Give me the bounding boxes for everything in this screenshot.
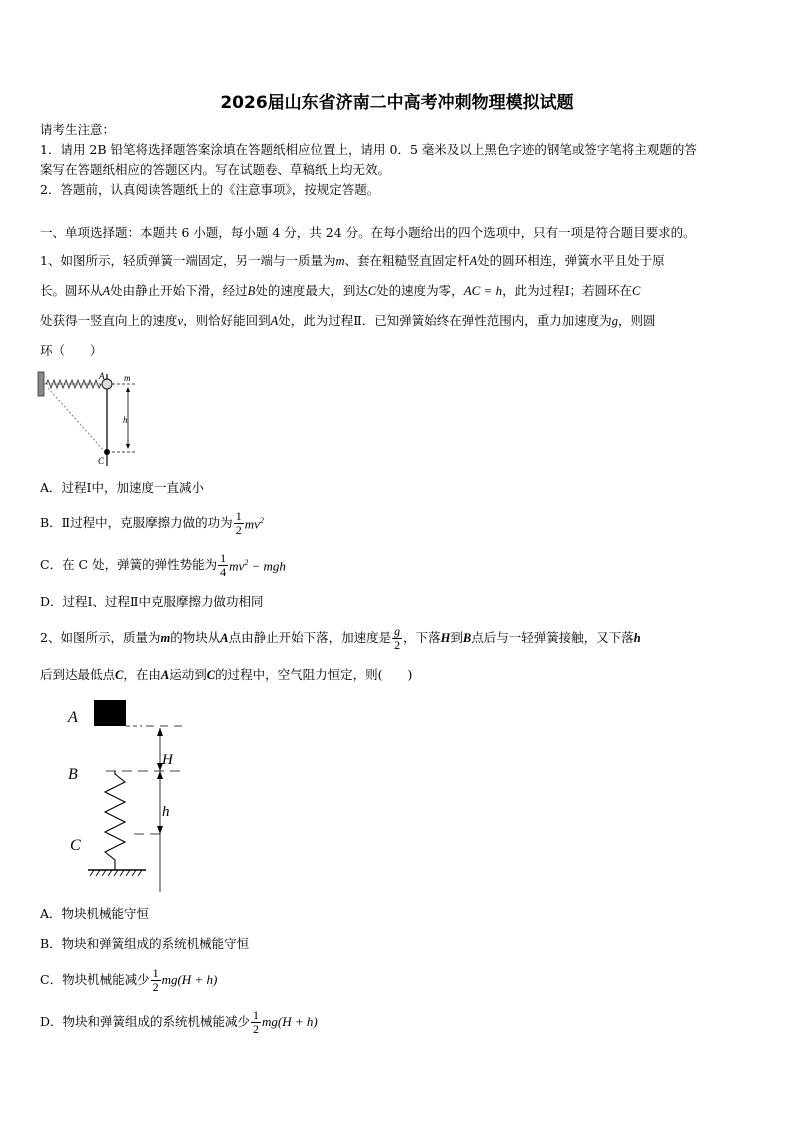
q2-figure-label-h: h: [162, 804, 170, 820]
notice-heading: 请考生注意：: [40, 122, 116, 137]
q1-line-1: 1、如图所示，轻质弹簧一端固定，另一端与一质量为m、套在粗糙竖直固定杆A处的圆环相连，弹簧水平且处于原: [40, 253, 665, 268]
q2-line-1: 2、如图所示，质量为 m 的物块从 A 点由静止开始下落，加速度是 $\frac{g}{2}$ ，下落 H 到 B 点后与一轻弹簧接触，又下落 h: [40, 623, 641, 652]
q1-figure-label-A: A: [99, 371, 105, 381]
q2-block-spring-figure: [62, 694, 202, 894]
q2-line-2: 后到达最低点C，在由A运动到C的过程中，空气阻力恒定，则( ): [40, 667, 413, 682]
page-title: 2026届山东省济南二中高考冲刺物理模拟试题: [220, 93, 574, 113]
notice-item-1-line-1: 1．请用 2B 铅笔将选择题答案涂填在答题纸相应位置上，请用 0．5 毫米及以上黑色字迹的钢笔或签字笔将主观题的答: [40, 142, 697, 157]
notice-item-1-line-2: 案写在答题纸相应的答题区内。写在试题卷、草稿纸上均无效。: [40, 162, 391, 177]
q2-figure-label-H: H: [162, 752, 173, 768]
q1-figure-label-C: C: [98, 456, 105, 466]
q1-figure-label-h: h: [123, 415, 128, 425]
q1-line-2: 长。圆环从A处由静止开始下滑，经过B处的速度最大，到达C处的速度为零，AC = h，此为过程Ⅰ；若圆环在C: [40, 283, 641, 298]
q2-option-c: C．物块机械能减少 $\frac{1}{2}$ mg(H + h): [40, 965, 218, 994]
q2-option-a: A．物块机械能守恒: [40, 906, 150, 921]
notice-item-2: 2．答题前，认真阅读答题纸上的《注意事项》，按规定答题。: [40, 182, 380, 197]
q2-figure-label-A: A: [68, 709, 78, 726]
q1-line-4: 环（ ）: [40, 343, 103, 358]
q1-option-c: C．在 C 处，弹簧的弹性势能为 $\frac{1}{4}$ $mv^2$ − mgh: [40, 550, 286, 579]
q1-line-3: 处获得一竖直向上的速度v，则恰好能回到A处，此为过程Ⅱ．已知弹簧始终在弹性范围内，重力加速度为g，则圆: [40, 313, 656, 328]
q2-option-b: B．物块和弹簧组成的系统机械能守恒: [40, 936, 250, 951]
q2-figure-label-C: C: [70, 837, 81, 854]
q1-option-d: D．过程Ⅰ、过程Ⅱ中克服摩擦力做功相同: [40, 594, 264, 609]
q1-figure-label-m: m: [124, 373, 131, 383]
q2-figure-label-B: B: [68, 766, 78, 783]
q1-option-b: B．Ⅱ过程中，克服摩擦力做的功为 $\frac{1}{2}$ $mv^2$: [40, 508, 264, 537]
q1-spring-ring-figure: [36, 368, 146, 470]
section-heading: 一、单项选择题：本题共 6 小题，每小题 4 分，共 24 分。在每小题给出的四个选项中，只有一项是符合题目要求的。: [40, 225, 696, 240]
q2-option-d: D．物块和弹簧组成的系统机械能减少 $\frac{1}{2}$ mg(H + h): [40, 1007, 318, 1036]
q1-option-a: A．过程Ⅰ中，加速度一直减小: [40, 480, 204, 495]
